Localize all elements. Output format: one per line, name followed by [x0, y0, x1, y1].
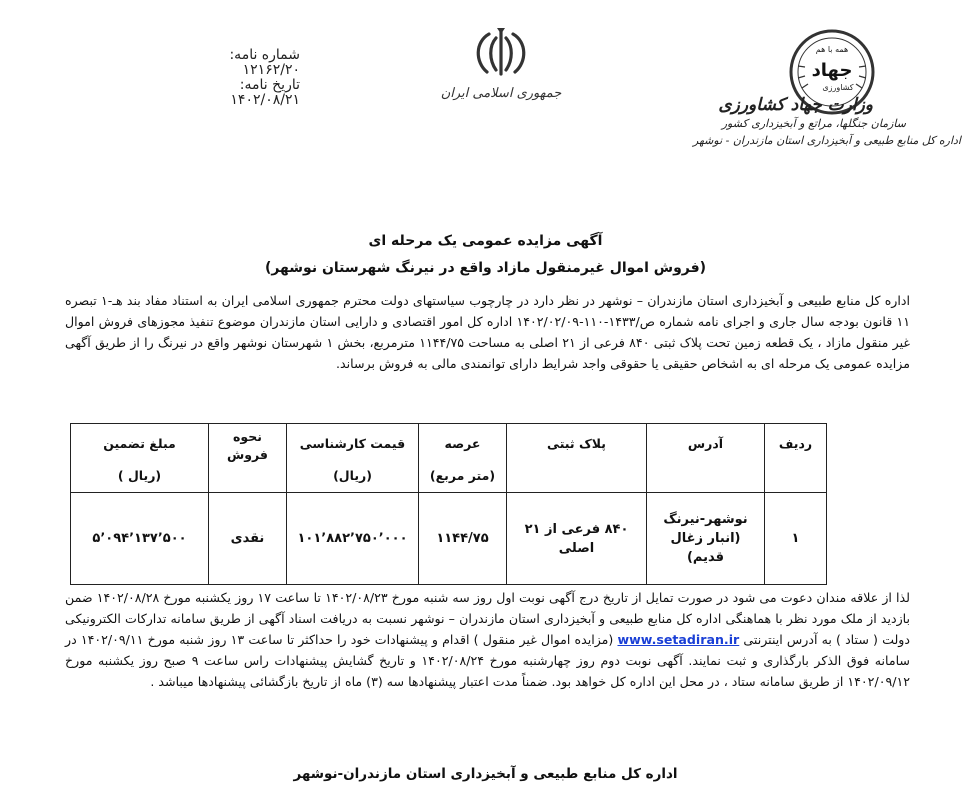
iran-emblem-block — [436, 28, 566, 101]
cell-deposit: ۵٬۰۹۴٬۱۳۷٬۵۰۰ — [71, 493, 209, 585]
header-row-number: ردیف — [765, 424, 827, 493]
letter-date-label: تاریخ نامه: — [239, 77, 300, 93]
setadiran-link[interactable]: www.setadiran.ir — [617, 632, 740, 647]
ministry-name: وزارت جهاد کشاورزی — [718, 95, 873, 115]
emblem-caption: جمهوری اسلامی ایران — [440, 86, 562, 101]
cell-address: نوشهر-نیرنگ (انبار زغال قدیم) — [647, 493, 765, 585]
header-method: نحوه فروش — [209, 424, 287, 493]
header-address: آدرس — [647, 424, 765, 493]
logo-text-top: همه با هم — [815, 45, 849, 54]
header-area: عرصه (متر مربع) — [419, 424, 507, 493]
organization-name: سازمان جنگلها، مراتع و آبخیزداری کشور — [721, 117, 906, 130]
letter-number-label: شماره نامه: — [229, 47, 300, 63]
letter-date-value: ۱۴۰۲/۰۸/۲۱ — [230, 92, 300, 108]
table-row — [71, 493, 827, 585]
ministry-header — [641, 95, 961, 147]
letter-meta — [150, 48, 300, 108]
iran-emblem-icon — [469, 28, 533, 80]
notice-title-block — [0, 228, 971, 282]
letter-number-value: ۱۲۱۶۲/۲۰ — [242, 62, 300, 78]
department-name: اداره کل منابع طبیعی و آبخیزداری استان مازندران - نوشهر — [693, 134, 961, 147]
notice-subtitle: (فروش اموال غیرمنقول مازاد واقع در نیرنگ شهرستان نوشهر) — [264, 260, 707, 276]
header-plaque: پلاک ثبتی — [507, 424, 647, 493]
cell-method: نقدی — [209, 493, 287, 585]
footer-signature: اداره کل منابع طبیعی و آبخیزداری استان مازندران-نوشهر — [293, 766, 678, 782]
intro-paragraph: اداره کل منابع طبیعی و آبخیزداری استان مازندران – نوشهر در نظر دارد در چارچوب سیاستهای دولت محترم جمهوری اسلامی ایران به استناد مفاد بند هـ-۱ تبصره ۱۱ قانون بودجه سال جاری و اجرای نامه شماره ص/۱۴۳۳-۱۱۰-۱۴۰۲/۰۲/۰۹ اداره کل امور اقتصادی و دارایی استان مازندران موضوع تنفیذ مجوزهای فروش اموال غیر منقول مازاد ، یک قطعه زمین تحت پلاک ثبتی ۸۴۰ فرعی از ۲۱ اصلی به مساحت ۱۱۴۴/۷۵ مترمربع، بخش ۱ شهرستان نوشهر واقع در نیرنگ را از طریق آگهی مزایده عمومی یک مرحله ای به اشخاص حقیقی یا حقوقی واجد شرایط دارای توانمندی مالی به فروش برساند. — [65, 293, 911, 371]
notice-title: آگهی مزایده عمومی یک مرحله ای — [368, 233, 603, 249]
details-text-part2: (مزایده اموال غیر منقول ) اقدام و پیشنهادات خود را حداکثر تا ساعت ۱۳ روز شنبه مورخ ۱۴۰۲/۰۹/۱۱ در سامانه فوق الذکر بارگذاری و ثبت نمایند. آگهی نوبت دوم روز چهارشنبه مورخ ۱۴۰۲/۰۸/۲۴ و تاریخ گشایش پیشنهادات راس ساعت ۹ صبح روز یکشنبه مورخ ۱۴۰۲/۰۹/۱۲ از طریق سامانه ستاد ، در محل این اداره کل خواهد بود. ضمناً مدت اعتبار پیشنهادها سه (۳) ماه از تاریخ بازگشائی پیشنهادها میباشد . — [65, 632, 910, 689]
details-text-part1: لذا از علاقه مندان دعوت می شود در صورت تمایل از تاریخ درج آگهی نوبت اول روز سه شنبه مورخ ۱۴۰۲/۰۸/۲۳ تا ساعت ۱۷ روز یکشنبه مورخ ۱۴۰۲/۰۸/۲۸ ضمن بازدید از ملک مورد نظر با هماهنگی اداره کل منابع طبیعی و آبخیزداری استان مازندران – نوشهر نسبت به دریافت اسناد آگهی از طریق سامانه تدارکات الکترونیکی دولت ( ستاد ) به آدرس اینترنتی — [65, 590, 910, 647]
logo-text-sub: کشاورزی — [822, 83, 854, 92]
cell-plaque: ۸۴۰ فرعی از ۲۱ اصلی — [507, 493, 647, 585]
cell-row-number: ۱ — [765, 493, 827, 585]
table-header-row — [71, 424, 827, 493]
cell-price: ۱۰۱٬۸۸۲٬۷۵۰٬۰۰۰ — [287, 493, 419, 585]
header-deposit: مبلغ تضمین (ریال ) — [71, 424, 209, 493]
auction-table — [70, 423, 827, 585]
logo-text-main: جهاد — [811, 60, 853, 81]
details-paragraph — [65, 587, 910, 692]
cell-area: ۱۱۴۴/۷۵ — [419, 493, 507, 585]
header-price: قیمت کارشناسی (ریال) — [287, 424, 419, 493]
